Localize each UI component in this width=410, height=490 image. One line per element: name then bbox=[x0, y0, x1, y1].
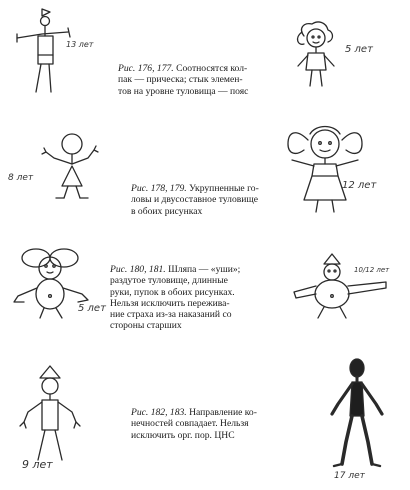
caption-line: Нельзя исключить пережива- bbox=[110, 297, 230, 309]
drawing-label-176: 13 лет bbox=[66, 40, 94, 49]
caption-text: Соотносятся кол- bbox=[176, 63, 248, 74]
drawing-label-178: 8 лет bbox=[8, 173, 34, 183]
caption-text: Направление ко- bbox=[189, 407, 257, 418]
caption-line: руки, пупок в обоих рисунках. bbox=[110, 286, 235, 298]
caption-line: исключить орг. пор. ЦНС bbox=[131, 429, 235, 441]
caption-line bbox=[131, 183, 281, 194]
caption-line: тов на уровне туловища — пояс bbox=[118, 85, 249, 97]
caption-figure-ref: Рис. 176, 177. bbox=[118, 63, 174, 74]
drawing-label-177: 5 лет bbox=[345, 44, 373, 55]
caption-178-179 bbox=[131, 183, 281, 217]
caption-182-183 bbox=[131, 407, 283, 441]
caption-figure-ref: Рис. 182, 183. bbox=[131, 407, 187, 418]
drawing-fig-183 bbox=[322, 356, 392, 474]
caption-line: нечностей совпадает. Нельзя bbox=[131, 418, 249, 430]
caption-line: в обоих рисунках bbox=[131, 205, 203, 217]
caption-line: стороны старших bbox=[110, 320, 182, 332]
drawing-label-182: 9 лет bbox=[22, 458, 53, 471]
drawing-label-180: 5 лет bbox=[78, 303, 106, 314]
caption-line: раздутое туловище, длинные bbox=[110, 275, 228, 287]
drawing-fig-176 bbox=[14, 6, 74, 98]
caption-text: Укрупненные го- bbox=[189, 183, 259, 194]
caption-figure-ref: Рис. 180, 181. bbox=[110, 264, 166, 275]
drawing-label-183: 17 лет bbox=[334, 471, 365, 481]
caption-line bbox=[110, 264, 284, 275]
drawing-fig-182 bbox=[14, 362, 88, 472]
caption-line bbox=[118, 63, 280, 74]
caption-line bbox=[131, 407, 283, 418]
drawing-label-179: 12 лет bbox=[342, 180, 377, 191]
caption-176-177 bbox=[118, 63, 280, 97]
caption-line: пак — прическа; стык элемен- bbox=[118, 74, 243, 86]
caption-180-181 bbox=[110, 264, 284, 332]
drawing-fig-178 bbox=[42, 128, 102, 206]
caption-line: ние страха из-за наказаний со bbox=[110, 309, 232, 321]
caption-text: Шляпа — «уши»; bbox=[168, 264, 241, 275]
drawing-fig-177 bbox=[290, 20, 346, 96]
caption-line: ловы и двусоставное туловище bbox=[131, 194, 259, 206]
caption-figure-ref: Рис. 178, 179. bbox=[131, 183, 187, 194]
drawing-fig-179 bbox=[282, 118, 368, 218]
drawing-fig-181 bbox=[292, 252, 390, 324]
drawing-label-181: 10/12 лет bbox=[354, 266, 390, 274]
